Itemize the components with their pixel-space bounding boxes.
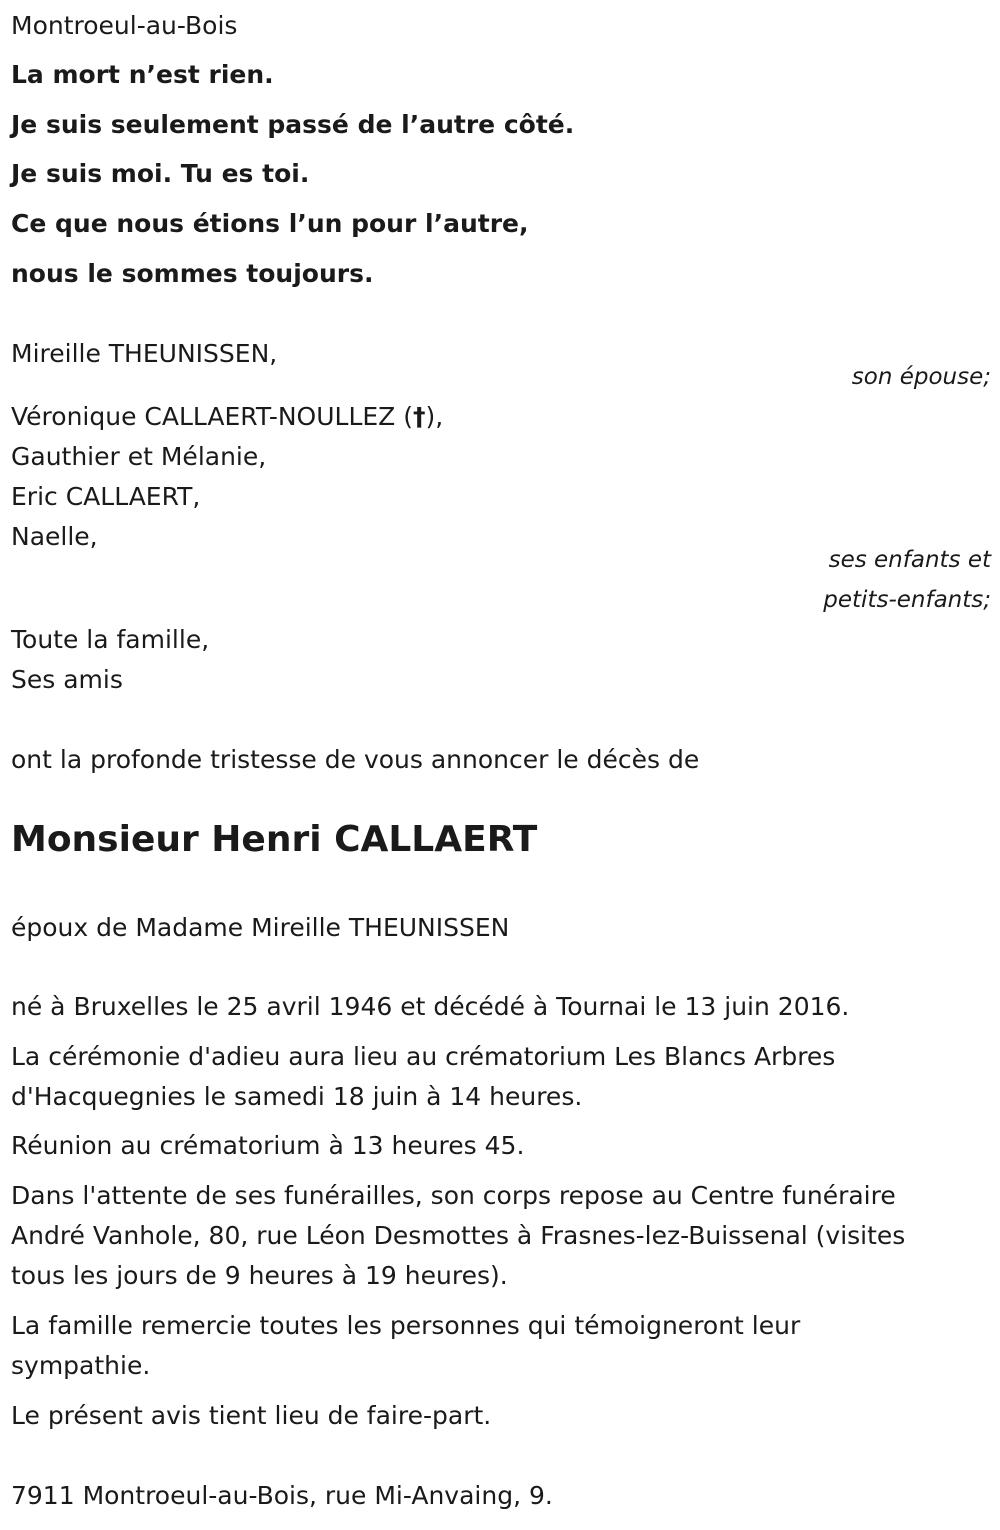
child-1: [11, 401, 443, 433]
others-line-1: Toute la famille,: [11, 625, 210, 654]
ceremony-line-1: La cérémonie d'adieu aura lieu au crématorium Les Blancs Arbres: [11, 1042, 836, 1071]
children-role-line-1: ses enfants et: [828, 547, 991, 573]
repose-line-2: André Vanhole, 80, rue Léon Desmottes à Frasnes-lez-Buissenal (visites: [11, 1221, 906, 1250]
child-1-suffix: ),: [425, 402, 444, 431]
notice: Le présent avis tient lieu de faire-part.: [11, 1401, 492, 1430]
poem-line-4: Ce que nous étions l’un pour l’autre,: [11, 209, 529, 238]
ceremony-line-2: d'Hacquegnies le samedi 18 juin à 14 heures.: [11, 1082, 583, 1111]
birth-death: né à Bruxelles le 25 avril 1946 et décédé à Tournai le 13 juin 2016.: [11, 992, 850, 1021]
poem-line-3: Je suis moi. Tu es toi.: [11, 159, 310, 188]
spouse-role: son épouse;: [851, 364, 991, 390]
announcement: ont la profonde tristesse de vous annoncer le décès de: [11, 745, 700, 774]
address: 7911 Montroeul-au-Bois, rue Mi-Anvaing, 9.: [11, 1481, 553, 1510]
children-role-line-2: petits-enfants;: [823, 587, 991, 613]
repose-line-3: tous les jours de 9 heures à 19 heures).: [11, 1261, 508, 1290]
child-1-name: Véronique CALLAERT-NOULLEZ (: [11, 402, 413, 431]
obituary-notice: [11, 0, 991, 1530]
reunion: Réunion au crématorium à 13 heures 45.: [11, 1131, 525, 1160]
spouse-name: Mireille THEUNISSEN,: [11, 339, 278, 368]
child-4: Naelle,: [11, 522, 98, 551]
deceased-name: Monsieur Henri CALLAERT: [11, 819, 538, 860]
repose-line-1: Dans l'attente de ses funérailles, son corps repose au Centre funéraire: [11, 1181, 896, 1210]
poem-line-2: Je suis seulement passé de l’autre côté.: [11, 110, 575, 139]
place-header: Montroeul-au-Bois: [11, 11, 238, 40]
spouse-of: époux de Madame Mireille THEUNISSEN: [11, 913, 510, 942]
thanks-line-2: sympathie.: [11, 1351, 151, 1380]
poem-line-1: La mort n’est rien.: [11, 60, 274, 89]
others-line-2: Ses amis: [11, 665, 123, 694]
thanks-line-1: La famille remercie toutes les personnes qui témoigneront leur: [11, 1311, 801, 1340]
child-3: Eric CALLAERT,: [11, 482, 201, 511]
poem-line-5: nous le sommes toujours.: [11, 259, 374, 288]
child-2: Gauthier et Mélanie,: [11, 442, 267, 471]
cross-icon: †: [413, 402, 426, 431]
